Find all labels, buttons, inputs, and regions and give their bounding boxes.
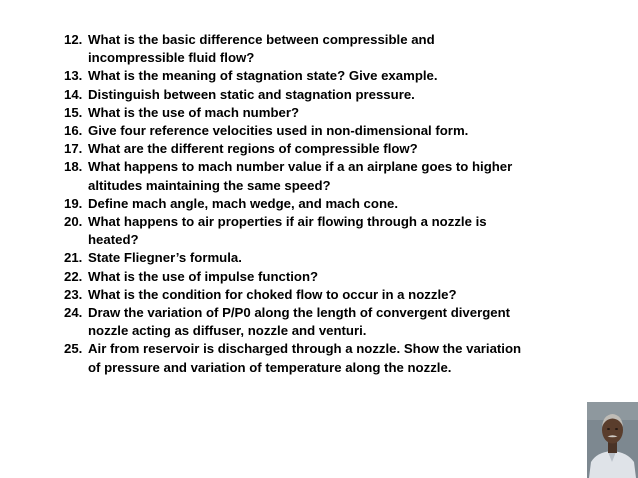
- question-text: [88, 249, 554, 267]
- question-line: What happens to air properties if air flowing through a nozzle is: [88, 214, 487, 230]
- question-line: What is the use of impulse function?: [88, 268, 319, 284]
- question-text: [88, 195, 554, 213]
- question-text: [88, 158, 554, 194]
- question-item: [64, 249, 554, 267]
- question-text: [88, 67, 554, 85]
- question-item: [64, 340, 554, 376]
- question-text: [88, 304, 554, 340]
- question-item: [64, 195, 554, 213]
- question-text: [88, 213, 554, 249]
- question-line: altitudes maintaining the same speed?: [88, 177, 331, 193]
- question-line: Give four reference velocities used in non-dimensional form.: [88, 123, 469, 139]
- question-item: [64, 104, 554, 122]
- question-text: [88, 122, 554, 140]
- question-item: [64, 140, 554, 158]
- question-text: [88, 86, 554, 104]
- question-item: [64, 213, 554, 249]
- question-line: Air from reservoir is discharged through a nozzle. Show the variation: [88, 341, 522, 357]
- question-item: [64, 86, 554, 104]
- question-item: [64, 268, 554, 286]
- question-number: 19.: [64, 195, 83, 211]
- question-line: What is the basic difference between compressible and: [88, 32, 435, 47]
- question-line: of pressure and variation of temperature along the nozzle.: [88, 359, 452, 375]
- question-item: [64, 304, 554, 340]
- question-text: [88, 340, 554, 376]
- question-line: What is the condition for choked flow to occur in a nozzle?: [88, 286, 457, 302]
- question-line: What are the different regions of compressible flow?: [88, 141, 418, 157]
- question-line: Define mach angle, mach wedge, and mach cone.: [88, 195, 398, 211]
- question-number: 18.: [64, 159, 83, 175]
- question-text: [88, 104, 554, 122]
- question-line: incompressible fluid flow?: [88, 50, 255, 66]
- question-text: [88, 31, 554, 67]
- question-line: What happens to mach number value if a an airplane goes to higher: [88, 159, 513, 175]
- question-item: [64, 67, 554, 85]
- question-number: 14.: [64, 86, 83, 102]
- question-number: 24.: [64, 305, 83, 321]
- question-number: 25.: [64, 341, 83, 357]
- question-number: 16.: [64, 123, 83, 139]
- question-item: [64, 286, 554, 304]
- question-line: heated?: [88, 232, 139, 248]
- question-line: State Fliegner’s formula.: [88, 250, 242, 266]
- question-line: Draw the variation of P/P0 along the length of convergent divergent: [88, 305, 511, 321]
- question-item: [64, 122, 554, 140]
- question-number: 22.: [64, 268, 83, 284]
- question-text: [88, 140, 554, 158]
- question-line: nozzle acting as diffuser, nozzle and venturi.: [88, 323, 367, 339]
- question-number: 12.: [64, 32, 83, 47]
- question-item: [64, 158, 554, 194]
- presenter-photo: [587, 402, 638, 478]
- question-number: 17.: [64, 141, 83, 157]
- question-line: What is the meaning of stagnation state? Give example.: [88, 68, 438, 84]
- question-text: [88, 286, 554, 304]
- question-line: What is the use of mach number?: [88, 104, 300, 120]
- question-list: [64, 31, 554, 377]
- question-item: [64, 31, 554, 67]
- question-number: 20.: [64, 214, 83, 230]
- question-text: [88, 268, 554, 286]
- question-line: Distinguish between static and stagnation pressure.: [88, 86, 415, 102]
- question-number: 13.: [64, 68, 83, 84]
- question-number: 23.: [64, 286, 83, 302]
- question-number: 21.: [64, 250, 83, 266]
- question-number: 15.: [64, 104, 83, 120]
